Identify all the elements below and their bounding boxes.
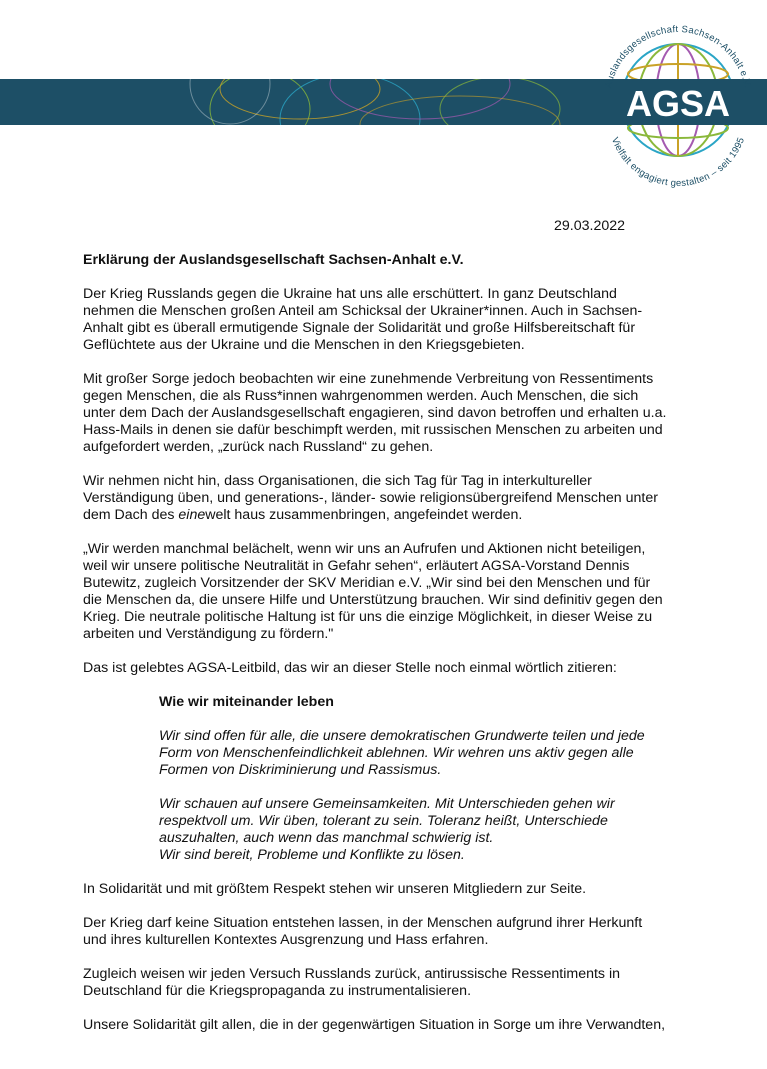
text-line: Deutschland für die Kriegspropaganda zu instrumentalisieren.	[83, 983, 472, 999]
paragraph-8	[83, 966, 693, 1000]
logo-wordmark: AGSA	[625, 83, 731, 124]
text-line: Unsere Solidarität gilt allen, die in der gegenwärtigen Situation in Sorge um ihre Verwandten,	[83, 1017, 666, 1033]
text-line: Butewitz, zugleich Vorsitzender der SKV Meridian e.V. „Wir sind bei den Menschen und für	[83, 575, 651, 591]
paragraph-9	[83, 1017, 693, 1034]
logo-ring-bottom: Vielfalt engagiert gestalten – seit 1995	[608, 135, 748, 190]
text-line: nehmen die Menschen großen Anteil am Schicksal der Ukrainer*innen. Auch in Sachsen-	[83, 303, 643, 319]
text-line: weil wir unsere politische Neutralität in Gefahr sehen“, erläutert AGSA-Vorstand Dennis	[83, 558, 630, 574]
text-line: Anhalt gibt es überall ermutigende Signale der Solidarität und große Hilfsbereitschaft für	[83, 320, 636, 336]
emphasis-eine: eine	[178, 507, 206, 523]
leitbild-quote	[159, 694, 693, 864]
text-line: respektvoll um. Wir üben, tolerant zu sein. Toleranz heißt, Unterschiede	[159, 813, 608, 829]
text-line: Wir nehmen nicht hin, dass Organisationen, die sich Tag für Tag in interkultureller	[83, 473, 592, 489]
text-line: Das ist gelebtes AGSA-Leitbild, das wir an dieser Stelle noch einmal wörtlich zitieren:	[83, 660, 617, 676]
document-body	[83, 252, 693, 1051]
paragraph-5	[83, 660, 693, 677]
text-line: „Wir werden manchmal belächelt, wenn wir uns an Aufrufen und Aktionen nicht beteiligen,	[83, 541, 646, 557]
text-line: Wir sind bereit, Probleme und Konflikte zu lösen.	[159, 847, 465, 863]
document-title: Erklärung der Auslandsgesellschaft Sachsen-Anhalt e.V.	[83, 252, 464, 268]
text-line: Wir schauen auf unsere Gemeinsamkeiten. Mit Unterschieden gehen wir	[159, 796, 615, 812]
paragraph-1	[83, 286, 693, 354]
text-line: Der Krieg darf keine Situation entstehen lassen, in der Menschen aufgrund ihrer Herkunft	[83, 915, 643, 931]
paragraph-2	[83, 371, 693, 456]
text-line: und ihres kulturellen Kontextes Ausgrenzung und Hass erfahren.	[83, 932, 489, 948]
text-line: Form von Menschenfeindlichkeit ablehnen. Wir wehren uns aktiv gegen alle	[159, 745, 634, 761]
text-line: gegen Menschen, die als Russ*innen wahrgenommen werden. Auch Menschen, die sich	[83, 388, 639, 404]
document-date: 29.03.2022	[554, 218, 626, 234]
text-line: Mit großer Sorge jedoch beobachten wir eine zunehmende Verbreitung von Ressentiments	[83, 371, 654, 387]
text-line: Zugleich weisen wir jeden Versuch Russlands zurück, antirussische Ressentiments in	[83, 966, 621, 982]
quote-paragraph-2	[159, 796, 693, 864]
quote-heading: Wie wir miteinander leben	[159, 694, 334, 710]
logo-ring-top: Auslandsgesellschaft Sachsen-Anhalt e.V.	[603, 23, 753, 90]
agsa-logo	[594, 4, 762, 190]
text-line	[83, 507, 693, 524]
text-fragment: welt haus zusammenbringen, angefeindet werden.	[205, 507, 523, 523]
text-line: aufgefordert werden, „zurück nach Russland“ zu gehen.	[83, 439, 434, 455]
text-line: In Solidarität und mit größtem Respekt stehen wir unseren Mitgliedern zur Seite.	[83, 881, 587, 897]
paragraph-6	[83, 881, 693, 898]
quote-paragraph-1	[159, 728, 693, 779]
text-line: Wir sind offen für alle, die unsere demokratischen Grundwerte teilen und jede	[159, 728, 645, 744]
text-line: Der Krieg Russlands gegen die Ukraine hat uns alle erschüttert. In ganz Deutschland	[83, 286, 617, 302]
text-line: Formen von Diskriminierung und Rassismus.	[159, 762, 442, 778]
text-line: die Menschen da, die unsere Hilfe und Unterstützung brauchen. Wir sind definitiv gegen den	[83, 592, 663, 608]
text-line: arbeiten und Verständigung zu fördern."	[83, 626, 334, 642]
text-fragment: dem Dach des	[83, 507, 179, 523]
text-line: Geflüchtete aus der Ukraine und die Menschen in den Kriegsgebieten.	[83, 337, 525, 353]
text-line: auszuhalten, auch wenn das manchmal schwierig ist.	[159, 830, 494, 846]
paragraph-7	[83, 915, 693, 949]
text-line: Krieg. Die neutrale politische Haltung ist für uns die einzige Möglichkeit, in dieser Weise zu	[83, 609, 653, 625]
paragraph-4	[83, 541, 693, 643]
text-line: unter dem Dach der Auslandsgesellschaft engagieren, sind davon betroffen und erhalten u.a.	[83, 405, 667, 421]
paragraph-3	[83, 473, 693, 524]
text-line: Verständigung üben, und generations-, länder- sowie religionsübergreifend Menschen unter	[83, 490, 658, 506]
text-line: Hass-Mails in denen sie dafür beschimpft werden, mit russischen Menschen zu arbeiten und	[83, 422, 663, 438]
